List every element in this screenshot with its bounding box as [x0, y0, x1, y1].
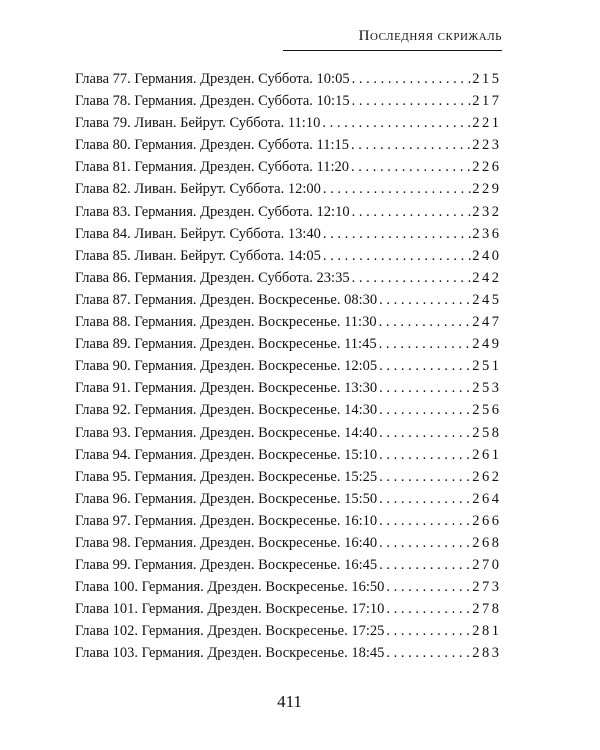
toc-entry[interactable]: [75, 90, 502, 112]
toc-entry-page: 215: [472, 71, 502, 87]
toc-entry-page: 245: [472, 291, 502, 308]
toc-entry[interactable]: [75, 201, 502, 223]
toc-entry[interactable]: [75, 112, 502, 134]
toc-entry[interactable]: [75, 289, 502, 311]
toc-entry[interactable]: [75, 510, 502, 532]
toc-entry-title: Глава 95. Германия. Дрезден. Воскресенье. 15:25: [75, 468, 378, 485]
toc-entry-title: Глава 84. Ливан. Бейрут. Суббота. 13:40: [75, 225, 321, 242]
toc-entry-title: Глава 97. Германия. Дрезден. Воскресенье. 16:10: [75, 512, 378, 529]
toc-entry-page: 264: [472, 490, 502, 507]
toc-entry[interactable]: [75, 488, 502, 510]
toc-entry[interactable]: [75, 422, 502, 444]
toc-entry[interactable]: [75, 620, 502, 642]
toc-entry[interactable]: [75, 532, 502, 554]
toc-entry-page: 253: [472, 380, 502, 397]
dot-leader: [379, 399, 472, 421]
toc-entry-title: Глава 82. Ливан. Бейрут. Суббота. 12:00: [75, 181, 321, 198]
dot-leader: [379, 466, 472, 488]
dot-leader: [323, 178, 472, 200]
toc-entry[interactable]: [75, 399, 502, 421]
toc-entry[interactable]: [75, 377, 502, 399]
toc-entry-title: Глава 83. Германия. Дрезден. Суббота. 12:10: [75, 203, 350, 220]
toc-entry-page: 261: [472, 446, 502, 463]
toc-entry-page: 221: [472, 115, 502, 132]
toc-entry-page: 281: [472, 623, 502, 640]
dot-leader: [379, 422, 472, 444]
toc-entry-page: 262: [472, 468, 502, 485]
dot-leader: [379, 554, 472, 576]
toc-entry-title: Глава 89. Германия. Дрезден. Воскресенье. 11:45: [75, 336, 377, 353]
toc-entry[interactable]: [75, 554, 502, 576]
dot-leader: [379, 333, 473, 355]
dot-leader: [352, 68, 473, 90]
toc-entry[interactable]: [75, 355, 502, 377]
toc-entry-title: Глава 87. Германия. Дрезден. Воскресенье. 08:30: [75, 291, 378, 308]
toc-entry-title: Глава 96. Германия. Дрезден. Воскресенье. 15:50: [75, 490, 378, 507]
dot-leader: [351, 134, 472, 156]
toc-entry-page: 249: [472, 336, 502, 353]
dot-leader: [322, 112, 472, 134]
toc-entry-title: Глава 103. Германия. Дрезден. Воскресенье. 18:45: [75, 645, 385, 662]
dot-leader: [379, 377, 472, 399]
dot-leader: [352, 267, 473, 289]
toc-entry-title: Глава 102. Германия. Дрезден. Воскресенье. 17:25: [75, 623, 385, 640]
toc-entry-page: 247: [472, 314, 502, 331]
dot-leader: [386, 576, 472, 598]
dot-leader: [323, 245, 472, 267]
toc-entry-page: 256: [472, 402, 502, 419]
running-header: Последняя скрижаль: [358, 28, 502, 44]
toc-entry-page: 278: [472, 601, 502, 618]
dot-leader: [379, 355, 472, 377]
toc-entry-title: Глава 90. Германия. Дрезден. Воскресенье. 12:05: [75, 358, 378, 375]
toc-entry-title: Глава 92. Германия. Дрезден. Воскресенье. 14:30: [75, 402, 378, 419]
toc-entry[interactable]: [75, 576, 502, 598]
dot-leader: [323, 223, 472, 245]
toc-entry[interactable]: [75, 223, 502, 245]
toc-entry-page: 273: [472, 579, 502, 596]
toc-entry-title: Глава 86. Германия. Дрезден. Суббота. 23:35: [75, 269, 350, 286]
toc-entry[interactable]: [75, 333, 502, 355]
dot-leader: [386, 642, 472, 664]
toc-entry-page: 258: [472, 424, 502, 441]
toc-entry[interactable]: [75, 598, 502, 620]
toc-entry[interactable]: [75, 267, 502, 289]
toc-entry-title: Глава 78. Германия. Дрезден. Суббота. 10:15: [75, 93, 350, 110]
toc-entry[interactable]: [75, 245, 502, 267]
toc-entry-page: 270: [472, 557, 502, 574]
dot-leader: [379, 510, 472, 532]
toc-entry-title: Глава 88. Германия. Дрезден. Воскресенье. 11:30: [75, 314, 377, 331]
dot-leader: [379, 311, 473, 333]
toc-entry-title: Глава 91. Германия. Дрезден. Воскресенье. 13:30: [75, 380, 378, 397]
dot-leader: [351, 156, 472, 178]
toc-entry[interactable]: [75, 156, 502, 178]
toc-entry-page: 232: [472, 203, 502, 220]
dot-leader: [386, 598, 472, 620]
toc-entry-title: Глава 85. Ливан. Бейрут. Суббота. 14:05: [75, 247, 321, 264]
toc-entry[interactable]: [75, 642, 502, 664]
toc-entry[interactable]: [75, 444, 502, 466]
dot-leader: [379, 289, 472, 311]
dot-leader: [379, 532, 472, 554]
toc-entry-title: Глава 101. Германия. Дрезден. Воскресенье. 17:10: [75, 601, 385, 618]
toc-entry-title: Глава 98. Германия. Дрезден. Воскресенье. 16:40: [75, 534, 378, 551]
toc-entry[interactable]: [75, 178, 502, 200]
toc-entry-page: 236: [472, 225, 502, 242]
toc-entry[interactable]: [75, 68, 502, 90]
toc-entry-title: Глава 94. Германия. Дрезден. Воскресенье. 15:10: [75, 446, 378, 463]
toc-entry[interactable]: [75, 311, 502, 333]
toc-entry-title: Глава 100. Германия. Дрезден. Воскресенье. 16:50: [75, 579, 385, 596]
toc-entry-title: Глава 93. Германия. Дрезден. Воскресенье. 14:40: [75, 424, 378, 441]
toc-entry-title: Глава 80. Германия. Дрезден. Суббота. 11:15: [75, 137, 350, 154]
dot-leader: [386, 620, 472, 642]
page-number: 411: [277, 692, 302, 711]
toc-entry-title: Глава 81. Германия. Дрезден. Суббота. 11:20: [75, 159, 350, 176]
toc-entry-title: Глава 77. Германия. Дрезден. Суббота. 10:05: [75, 71, 350, 87]
toc-entry-page: 240: [472, 247, 502, 264]
toc-entry-page: 226: [472, 159, 502, 176]
dot-leader: [352, 90, 473, 112]
toc-entry-page: 266: [472, 512, 502, 529]
toc-entry-page: 229: [472, 181, 502, 198]
table-of-contents: [75, 68, 502, 665]
dot-leader: [352, 201, 473, 223]
toc-entry[interactable]: [75, 134, 502, 156]
toc-entry-page: 242: [472, 269, 502, 286]
toc-entry-page: 223: [472, 137, 502, 154]
toc-entry-title: Глава 99. Германия. Дрезден. Воскресенье. 16:45: [75, 557, 378, 574]
header-rule: [283, 50, 502, 51]
toc-entry-page: 268: [472, 534, 502, 551]
toc-entry-title: Глава 79. Ливан. Бейрут. Суббота. 11:10: [75, 115, 321, 132]
dot-leader: [379, 488, 472, 510]
toc-entry[interactable]: [75, 466, 502, 488]
toc-entry-page: 217: [472, 93, 502, 110]
dot-leader: [379, 444, 472, 466]
toc-entry-page: 251: [472, 358, 502, 375]
toc-entry-page: 283: [472, 645, 502, 662]
